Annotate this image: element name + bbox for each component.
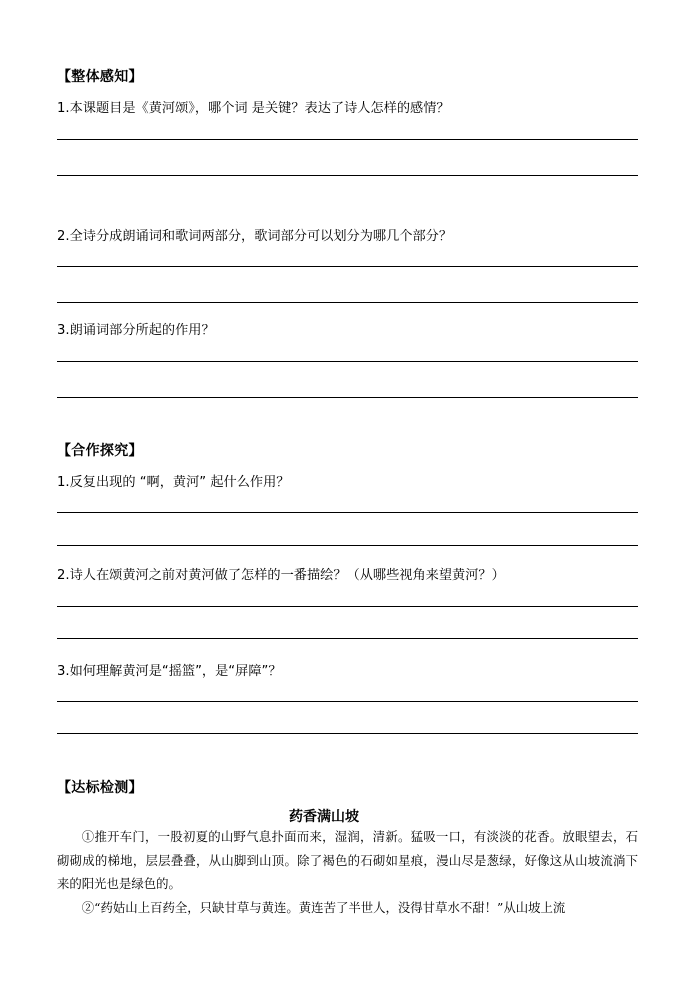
question-overall-3: 3.朗诵词部分所起的作用？	[57, 323, 215, 338]
answer-line	[57, 606, 638, 607]
answer-line	[57, 701, 638, 702]
reading-paragraph-1: ①推开车门，一股初夏的山野气息扑面而来，湿润，清新。猛吸一口，有淡淡的花香。放眼望去，石砌砌成的梯地，层层叠叠，从山脚到山顶。除了褐色的石砌如星痕，漫山尽是葱绿，好像这从山坡流淌下来的阳光也是绿色的。	[57, 829, 638, 891]
answer-line	[57, 397, 638, 398]
answer-line	[57, 175, 638, 176]
answer-line	[57, 512, 638, 513]
answer-line	[57, 638, 638, 639]
answer-line	[57, 266, 638, 267]
question-overall-1: 1.本课题目是《黄河颂》，哪个词 是关键？表达了诗人怎样的感情？	[57, 101, 450, 116]
question-cooperation-3: 3.如何理解黄河是“摇篮”，是“屏障”？	[57, 664, 282, 679]
answer-line	[57, 302, 638, 303]
section-heading-cooperation: 【合作探究】	[57, 443, 143, 459]
answer-line	[57, 361, 638, 362]
answer-line	[57, 545, 638, 546]
reading-paragraph-2: ②“药姑山上百药全，只缺甘草与黄连。黄连苦了半世人，没得甘草水不甜！”从山坡上流	[81, 900, 566, 915]
answer-line	[57, 139, 638, 140]
section-heading-assessment: 【达标检测】	[57, 780, 143, 796]
question-overall-2: 2.全诗分成朗诵词和歌词两部分，歌词部分可以划分为哪几个部分？	[57, 229, 453, 244]
question-cooperation-2: 2.诗人在颂黄河之前对黄河做了怎样的一番描绘？（从哪些视角来望黄河？）	[57, 568, 505, 583]
answer-line	[57, 733, 638, 734]
reading-title: 药香满山坡	[289, 809, 359, 825]
section-heading-overall: 【整体感知】	[57, 69, 143, 85]
question-cooperation-1: 1.反复出现的 “啊，黄河” 起什么作用？	[57, 475, 290, 490]
